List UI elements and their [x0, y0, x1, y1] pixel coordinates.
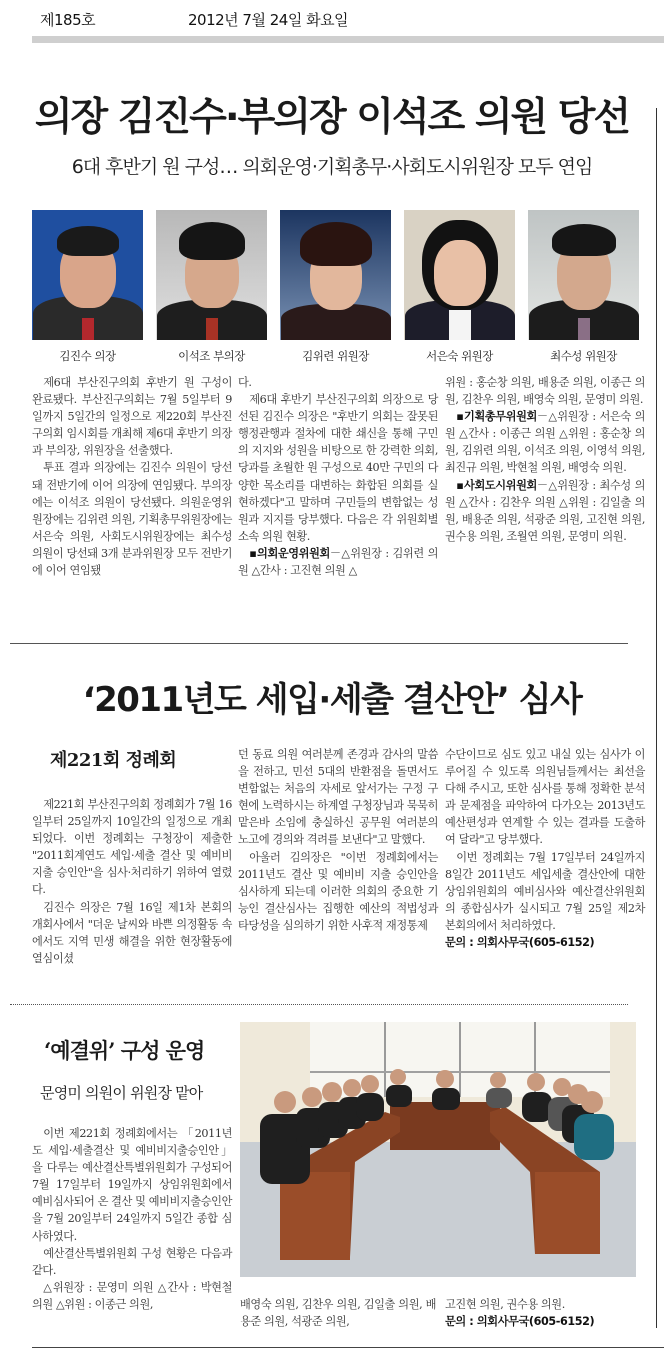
- masthead: [0, 0, 664, 44]
- article2-section-title: 제221회 정례회: [50, 750, 177, 771]
- paragraph: 제221회 부산진구의회 정례회가 7월 16일부터 25일까지 10일간의 일정으로 개최되었다. 이번 정례회는 구청장이 제출한 "2011회계연도 세입·세출 결산 및 예비비 지출 승인안"을 심사·처리하기 위하여 열렸다.: [32, 798, 232, 897]
- portrait-caption: 김진수 의장: [59, 349, 116, 363]
- article2-headline: ‘2011년도 세입·세출 결산안’ 심사: [82, 680, 582, 720]
- paragraph: 다.: [238, 376, 252, 389]
- portrait-3: [280, 210, 391, 364]
- paragraph: 이번 제221회 정례회에서는 「2011년도 세입·세출결산 및 예비비지출승인안」을 다루는 예산결산특별위원회가 구성되어 7월 17일부터 19일까지 상임위원회에서 예비심사되어 온 결산 및 예비비지출승인안을 7월 20일부터 24일까지 5일간 종합 심사하였다.: [32, 1127, 232, 1243]
- paragraph: 아울러 김의장은 "이번 정례회에서는 2011년도 결산 및 예비비 지출 승인안을 심사하게 되는데 이러한 의회의 중요한 기능인 결산심사는 집행한 예산의 적법성과 타당성을 심의하기 위한 사후적 재정통제: [238, 850, 438, 932]
- meeting-room-illustration: [240, 1022, 636, 1277]
- article3-column-3: [445, 1296, 645, 1330]
- portrait-photo: [528, 210, 639, 340]
- committee-paragraph: [238, 545, 438, 579]
- paragraph: 이번 정례회는 7월 17일부터 24일까지 8일간 2011년도 세입세출 결산안에 대한 상임위원회의 예비심사와 예산결산위원회의 종합심사가 실시되고 7월 25일 제2차 본회의에서 처리하였다.: [445, 850, 645, 932]
- portrait-1: [32, 210, 143, 364]
- portrait-photo: [156, 210, 267, 340]
- portrait-4: [404, 210, 515, 364]
- contact-info: 문의 : 의회사무국(605-6152): [445, 1315, 595, 1329]
- paragraph: 고진현 의원, 권수용 의원.: [445, 1298, 565, 1311]
- paragraph: 위원 : 홍순창 의원, 배용준 의원, 이종근 의원, 김찬우 의원, 배영숙 의원, 문영미 의원.: [445, 376, 645, 407]
- paragraph: 배영숙 의원, 김찬우 의원, 김일출 의원, 배용준 의원, 석광준 의원,: [240, 1298, 436, 1329]
- article3-column-2: [240, 1296, 436, 1330]
- committee-paragraph: [445, 477, 645, 545]
- paragraph: 제6대 후반기 부산진구의회 의장으로 당선된 김진수 의장은 "후반기 의회는 잘못된 행정관행과 절차에 대한 쇄신을 통해 구민의 지지와 성원을 비탕으로 한 강력한 의회, 당과를 초월한 원 구성으로 40만 구민의 다양한 목소리를 대변하는 화합된 의회를 실현하겠다"고 말하며 구민들의 변함없는 성원과 지지를 당부했다. 다음은 각 위원회별 소속 의원 현황.: [238, 393, 438, 543]
- article3-column-1: [32, 1125, 232, 1313]
- portrait-caption: 서은숙 위원장: [426, 349, 493, 363]
- article1-column-2: [238, 374, 438, 579]
- article1-subheadline: 6대 후반기 원 구성… 의회운영·기획총무·사회도시위원장 모두 연임: [71, 156, 593, 178]
- dotted-divider: [10, 1004, 628, 1005]
- committee-name: ▪기획총무위원회: [456, 410, 537, 424]
- paragraph: △위원장 : 문영미 의원 △간사 : 박현철 의원 △위원 : 이종근 의원,: [32, 1280, 232, 1311]
- committee-meeting-photo: [240, 1022, 636, 1277]
- contact-info: 문의 : 의회사무국(605-6152): [445, 936, 595, 950]
- paragraph: 수단이므로 심도 있고 내실 있는 심사가 이루어질 수 있도록 의원님들께서는 최선을 다해 주시고, 또한 심사를 통해 정확한 분석과 문제점을 파악하여 다가오는 2013년도 예산편성과 연계할 수 있는 결과를 도출하여 달라"고 당부했다.: [445, 748, 645, 847]
- paragraph: 김진수 의장은 7월 16일 제1차 본회의 개회사에서 "더운 날씨와 바쁜 의정활동 속에서도 지역 민생 해결을 위한 현장활동에 열심이셨: [32, 900, 232, 965]
- header-bar-divider: [32, 36, 664, 43]
- article3-subheadline: 문영미 의원이 위원장 맡아: [40, 1084, 203, 1102]
- article1-column-3: [445, 374, 645, 545]
- article2-column-3: [445, 746, 645, 951]
- portrait-caption: 이석조 부의장: [178, 349, 245, 363]
- committee-name: ▪사회도시위원회: [456, 478, 537, 492]
- paragraph: 던 동료 의원 여러분께 존경과 감사의 말씀을 전하고, 민선 5대의 반환점을 돌면서도 변함없는 처음의 자세로 앞서가는 구정 구현에 노력하시는 하계열 구청장님과 묵묵히 맡은바 소임에 충실하신 공무원 여러분의 노고에 경의와 격려를 보낸다"고 말했다.: [238, 748, 438, 847]
- portrait-caption: 최수성 위원장: [550, 349, 617, 363]
- portrait-2: [156, 210, 267, 364]
- portrait-photo: [404, 210, 515, 340]
- article3-headline: ‘예결위’ 구성 운영: [44, 1038, 205, 1063]
- portrait-photo: [280, 210, 391, 340]
- portrait-photo: [32, 210, 143, 340]
- article2-column-2: [238, 746, 438, 934]
- article1-headline: 의장 김진수·부의장 이석조 의원 당선: [34, 95, 630, 140]
- paragraph: 제6대 부산진구의회 후반기 원 구성이 완료됐다. 부산진구의회는 7월 5일부터 9일까지 5일간의 일정으로 제220회 부산진구의회 임시회를 개최해 제6대 후반기 의장과 부의장, 위원장을 선출했다.: [32, 376, 232, 458]
- section-divider: [10, 643, 628, 644]
- bottom-divider: [32, 1347, 664, 1348]
- committee-members: －△위원장 : 김위련 의원 △간사 : 고진현 의원 △: [238, 546, 438, 578]
- portrait-5: [528, 210, 639, 364]
- portrait-caption: 김위련 위원장: [302, 349, 369, 363]
- article2-column-1: [32, 796, 232, 967]
- paragraph: 예산결산특별위원회 구성 현황은 다음과 같다.: [32, 1246, 232, 1277]
- portrait-row: [32, 210, 638, 363]
- committee-name: ▪의회운영위원회: [249, 546, 330, 560]
- issue-number: 제185호: [40, 11, 96, 29]
- committee-members: －△위원장 : 최수성 의원 △간사 : 김찬우 의원 △위원 : 김일출 의원, 배용준 의원, 석광준 의원, 고진현 의원, 권수용 의원, 조월연 의원, 문영미 의원.: [445, 478, 645, 543]
- issue-date: 2012년 7월 24일 화요일: [188, 11, 349, 29]
- committee-paragraph: [445, 408, 645, 476]
- article1-column-1: [32, 374, 232, 579]
- paragraph: 투표 결과 의장에는 김진수 의원이 당선돼 전반기에 이어 의장에 연임됐다. 부의장에는 이석조 의원이 당선됐다. 의원운영위원장에는 김위련 의원, 기획총무위원장에는 서은숙 의원, 사회도시위원장에는 최수성 의원이 당선돼 3개 분과위원장 모두 전반기에 이어 연임됐: [32, 461, 232, 578]
- committee-members: －△위원장 : 서은숙 의원 △간사 : 이종근 의원 △위원 : 홍순창 의원, 김위련 의원, 이석조 의원, 이영석 의원, 최진규 의원, 박현철 의원, 배영숙 의원.: [445, 410, 645, 475]
